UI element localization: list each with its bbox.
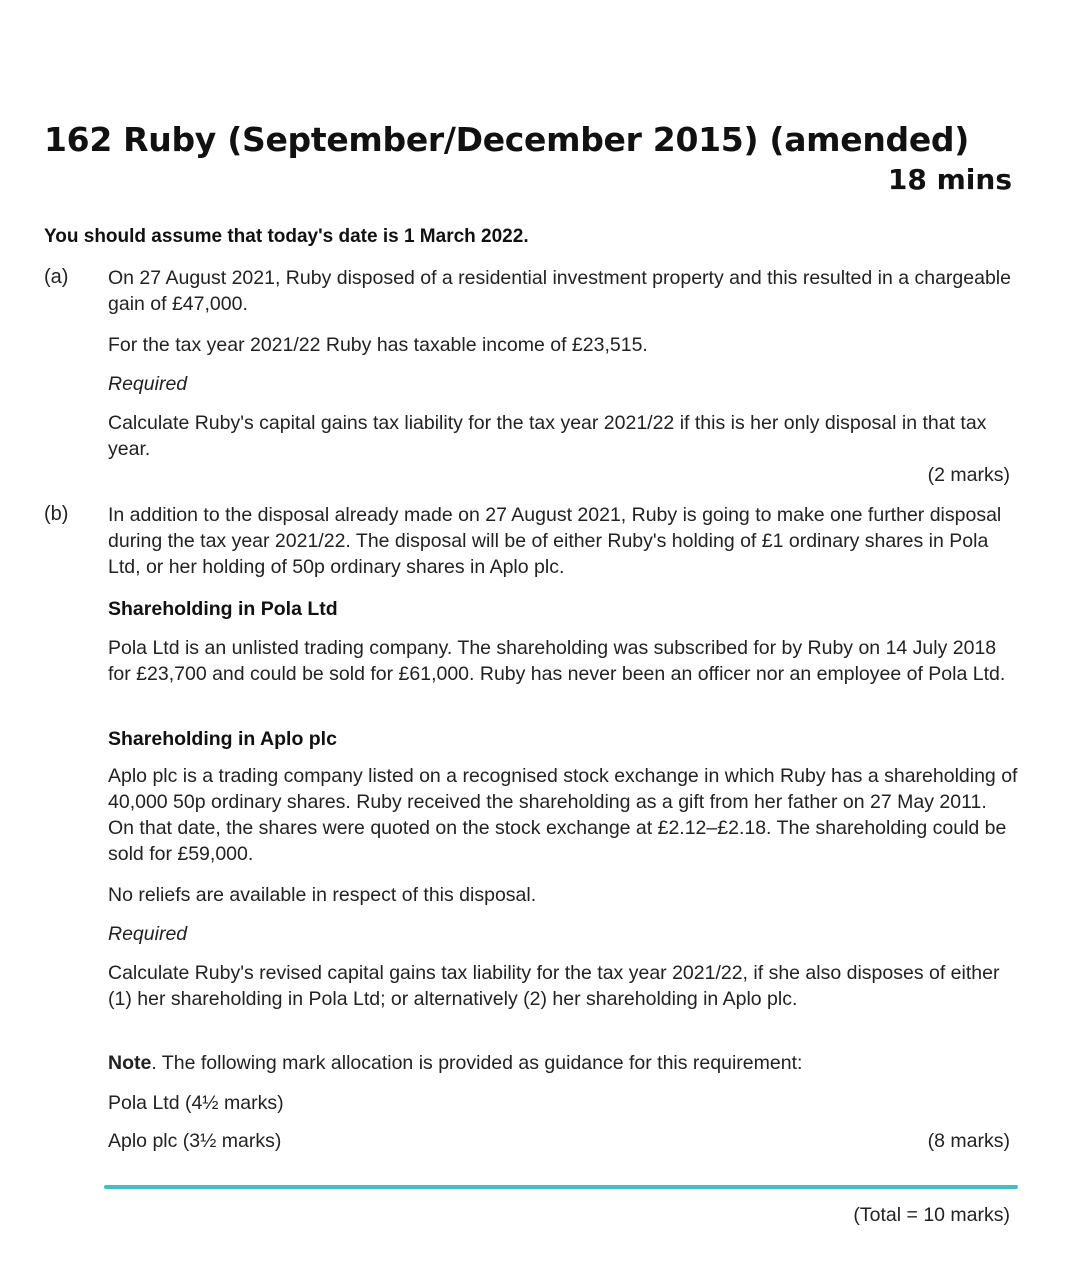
part-a-paragraph-1: On 27 August 2021, Ruby disposed of a residential investment property and this resulted in a chargeable gain of £47,000. bbox=[108, 267, 1011, 315]
part-a-required: Required bbox=[108, 373, 188, 395]
aplo-description: Aplo plc is a trading company listed on a recognised stock exchange in which Ruby has a shareholding of 40,000 50p ordinary shares. Ruby received the shareholding as a gift from her father on 27 May 2011. On that date, the shares were quoted on the stock exchange at £2.12–£2.18. The shareholding could be sold for £59,000. bbox=[108, 765, 1018, 865]
note-label: Note bbox=[108, 1052, 152, 1074]
part-b-requirement: Calculate Ruby's revised capital gains tax liability for the tax year 2021/22, if she also disposes of either (1) her shareholding in Pola Ltd; or alternatively (2) her shareholding in Aplo plc. bbox=[108, 962, 1000, 1010]
part-b-marks: (8 marks) bbox=[927, 1130, 1010, 1152]
section-divider bbox=[104, 1185, 1018, 1189]
note-text: . The following mark allocation is provided as guidance for this requirement: bbox=[151, 1052, 803, 1074]
pola-heading: Shareholding in Pola Ltd bbox=[108, 598, 338, 620]
part-a-marks: (2 marks) bbox=[927, 464, 1010, 486]
part-a-requirement: Calculate Ruby's capital gains tax liability for the tax year 2021/22 if this is her only disposal in that tax year. bbox=[108, 412, 987, 460]
part-a-label: (a) bbox=[44, 266, 69, 288]
part-a-paragraph-2: For the tax year 2021/22 Ruby has taxable income of £23,515. bbox=[108, 334, 648, 356]
total-marks: (Total = 10 marks) bbox=[853, 1204, 1010, 1226]
part-b-required: Required bbox=[108, 923, 188, 945]
question-title: 162 Ruby (September/December 2015) (amended) bbox=[44, 120, 970, 159]
part-b-label: (b) bbox=[44, 503, 69, 525]
pola-description: Pola Ltd is an unlisted trading company. The shareholding was subscribed for by Ruby on 14 July 2018 for £23,700 and could be sold for £61,000. Ruby has never been an officer nor an employee of Pola Ltd. bbox=[108, 637, 1006, 685]
mark-allocation-note bbox=[108, 1050, 1018, 1076]
aplo-marks: Aplo plc (3½ marks) bbox=[108, 1130, 282, 1152]
aplo-heading: Shareholding in Aplo plc bbox=[108, 728, 337, 750]
no-reliefs-statement: No reliefs are available in respect of this disposal. bbox=[108, 884, 537, 906]
time-allocation: 18 mins bbox=[887, 163, 1012, 196]
assumption-statement: You should assume that today's date is 1 March 2022. bbox=[44, 226, 529, 247]
part-b-paragraph-1: In addition to the disposal already made on 27 August 2021, Ruby is going to make one further disposal during the tax year 2021/22. The disposal will be of either Ruby's holding of £1 ordinary shares in Pola Ltd, or her holding of 50p ordinary shares in Aplo plc. bbox=[108, 504, 1002, 578]
pola-marks: Pola Ltd (4½ marks) bbox=[108, 1092, 284, 1114]
